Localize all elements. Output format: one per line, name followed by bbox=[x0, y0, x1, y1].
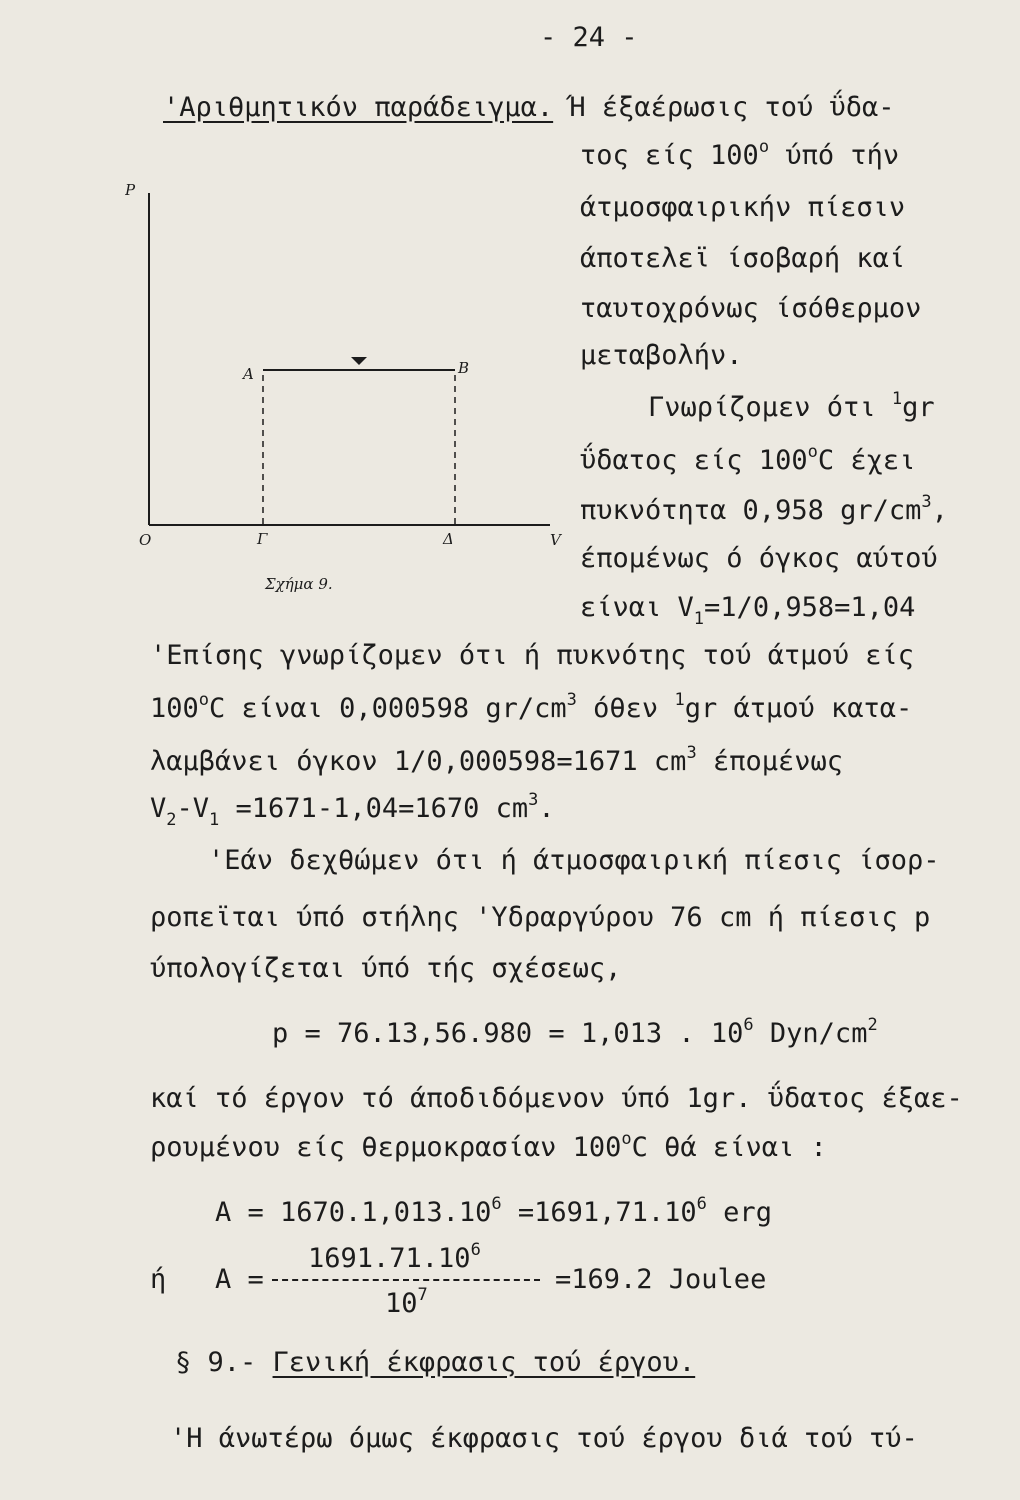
work-equation-2-rhs: =169.2 Joulee bbox=[555, 1264, 767, 1295]
point-delta-label: Δ bbox=[443, 530, 454, 548]
point-b-label: B bbox=[458, 359, 470, 377]
known-line-5: είναι $V_1=1/0,958=1,04$ bbox=[580, 592, 916, 629]
point-a-label: A bbox=[243, 365, 254, 383]
fraction-bar bbox=[272, 1279, 540, 1281]
known-line-2: ΰδατος είς 100$^o$C έχει bbox=[580, 442, 916, 476]
intro-line-3: άτμοσφαιρικήν πίεσιν bbox=[580, 192, 906, 223]
example-heading: 'Αριθμητικόν παράδειγμα. bbox=[163, 92, 554, 123]
pressure-line-2: ροπεϊται ύπό στήλης 'Υδραργύρου 76 cm ή πίεσις p bbox=[150, 902, 931, 933]
origin-label: O bbox=[139, 531, 152, 549]
figure-caption: Σχήμα 9. bbox=[265, 575, 333, 593]
intro-line-4: άποτελεϊ ίσοβαρή καί bbox=[580, 243, 906, 274]
steam-line-4: $V_2-V_1 =1671-1,04=1670$ $cm^3$. bbox=[150, 790, 555, 830]
steam-line-3: λαμβάνει όγκον 1/0,000598=1671 $cm^3$ έπομένως bbox=[150, 743, 843, 777]
point-gamma-label: Γ bbox=[257, 530, 268, 548]
work-equation-2-lhs: A = bbox=[215, 1264, 264, 1295]
axis-v-label: V bbox=[550, 531, 561, 549]
known-line-1: Γνωρίζομεν ότι $^1$gr bbox=[648, 389, 935, 423]
known-line-4: έπομένως ό όγκος αύτού bbox=[580, 543, 938, 574]
known-line-3: πυκνότητα 0,958 $gr/cm^3$, bbox=[580, 492, 948, 526]
pv-diagram-figure bbox=[125, 175, 565, 605]
intro-line-5: ταυτοχρόνως ίσόθερμον bbox=[580, 293, 922, 324]
work-equation-or: ή bbox=[150, 1264, 167, 1295]
section-title: Γενική έκφρασις τού έργου. bbox=[272, 1347, 696, 1378]
steam-line-2: 100$^o$C είναι 0,000598 $gr/cm^3$ όθεν $^1$gr άτμού κατα- bbox=[150, 690, 913, 724]
pressure-line-1: 'Εάν δεχθώμεν ότι ή άτμοσφαιρική πίεσις ίσορ- bbox=[208, 845, 940, 876]
direction-arrow-icon bbox=[351, 357, 367, 365]
work-line-2: ρουμένου είς θερμοκρασίαν 100$^o$C θά είναι : bbox=[150, 1129, 827, 1163]
section-line-1: 'Η άνωτέρω όμως έκφρασις τού έργου διά τού τύ- bbox=[170, 1423, 918, 1454]
work-line-1: καί τό έργον τό άποδιδόμενον ύπό 1gr. ΰδατος έξαε- bbox=[150, 1083, 963, 1114]
work-equation-1: $A = 1670.1,013.10^6 =1691,71.10^6$ erg bbox=[215, 1194, 772, 1228]
page-number: - 24 - bbox=[540, 22, 638, 53]
heading-line bbox=[163, 92, 895, 124]
section-heading bbox=[175, 1347, 695, 1379]
steam-line-1: 'Επίσης γνωρίζομεν ότι ή πυκνότης τού άτμού είς bbox=[150, 640, 915, 671]
section-number: § 9.- bbox=[175, 1347, 257, 1378]
pressure-line-3: ύπολογίζεται ύπό τής σχέσεως, bbox=[150, 953, 622, 984]
intro-line-6: μεταβολήν. bbox=[580, 340, 743, 371]
axis-p-label: P bbox=[125, 181, 136, 199]
intro-line-2: τος είς 100$^o$ ύπό τήν bbox=[580, 137, 900, 171]
fraction-denominator: $10^7$ bbox=[385, 1285, 428, 1319]
intro-line-1: Ή έξαέρωσις τού ΰδα- bbox=[569, 92, 895, 123]
fraction-numerator: 1691.71.10$^6$ bbox=[308, 1240, 481, 1274]
pressure-equation: p = 76.13,56.980 = 1,013 . $10^6$ Dyn/$cm^2$ bbox=[272, 1015, 878, 1049]
